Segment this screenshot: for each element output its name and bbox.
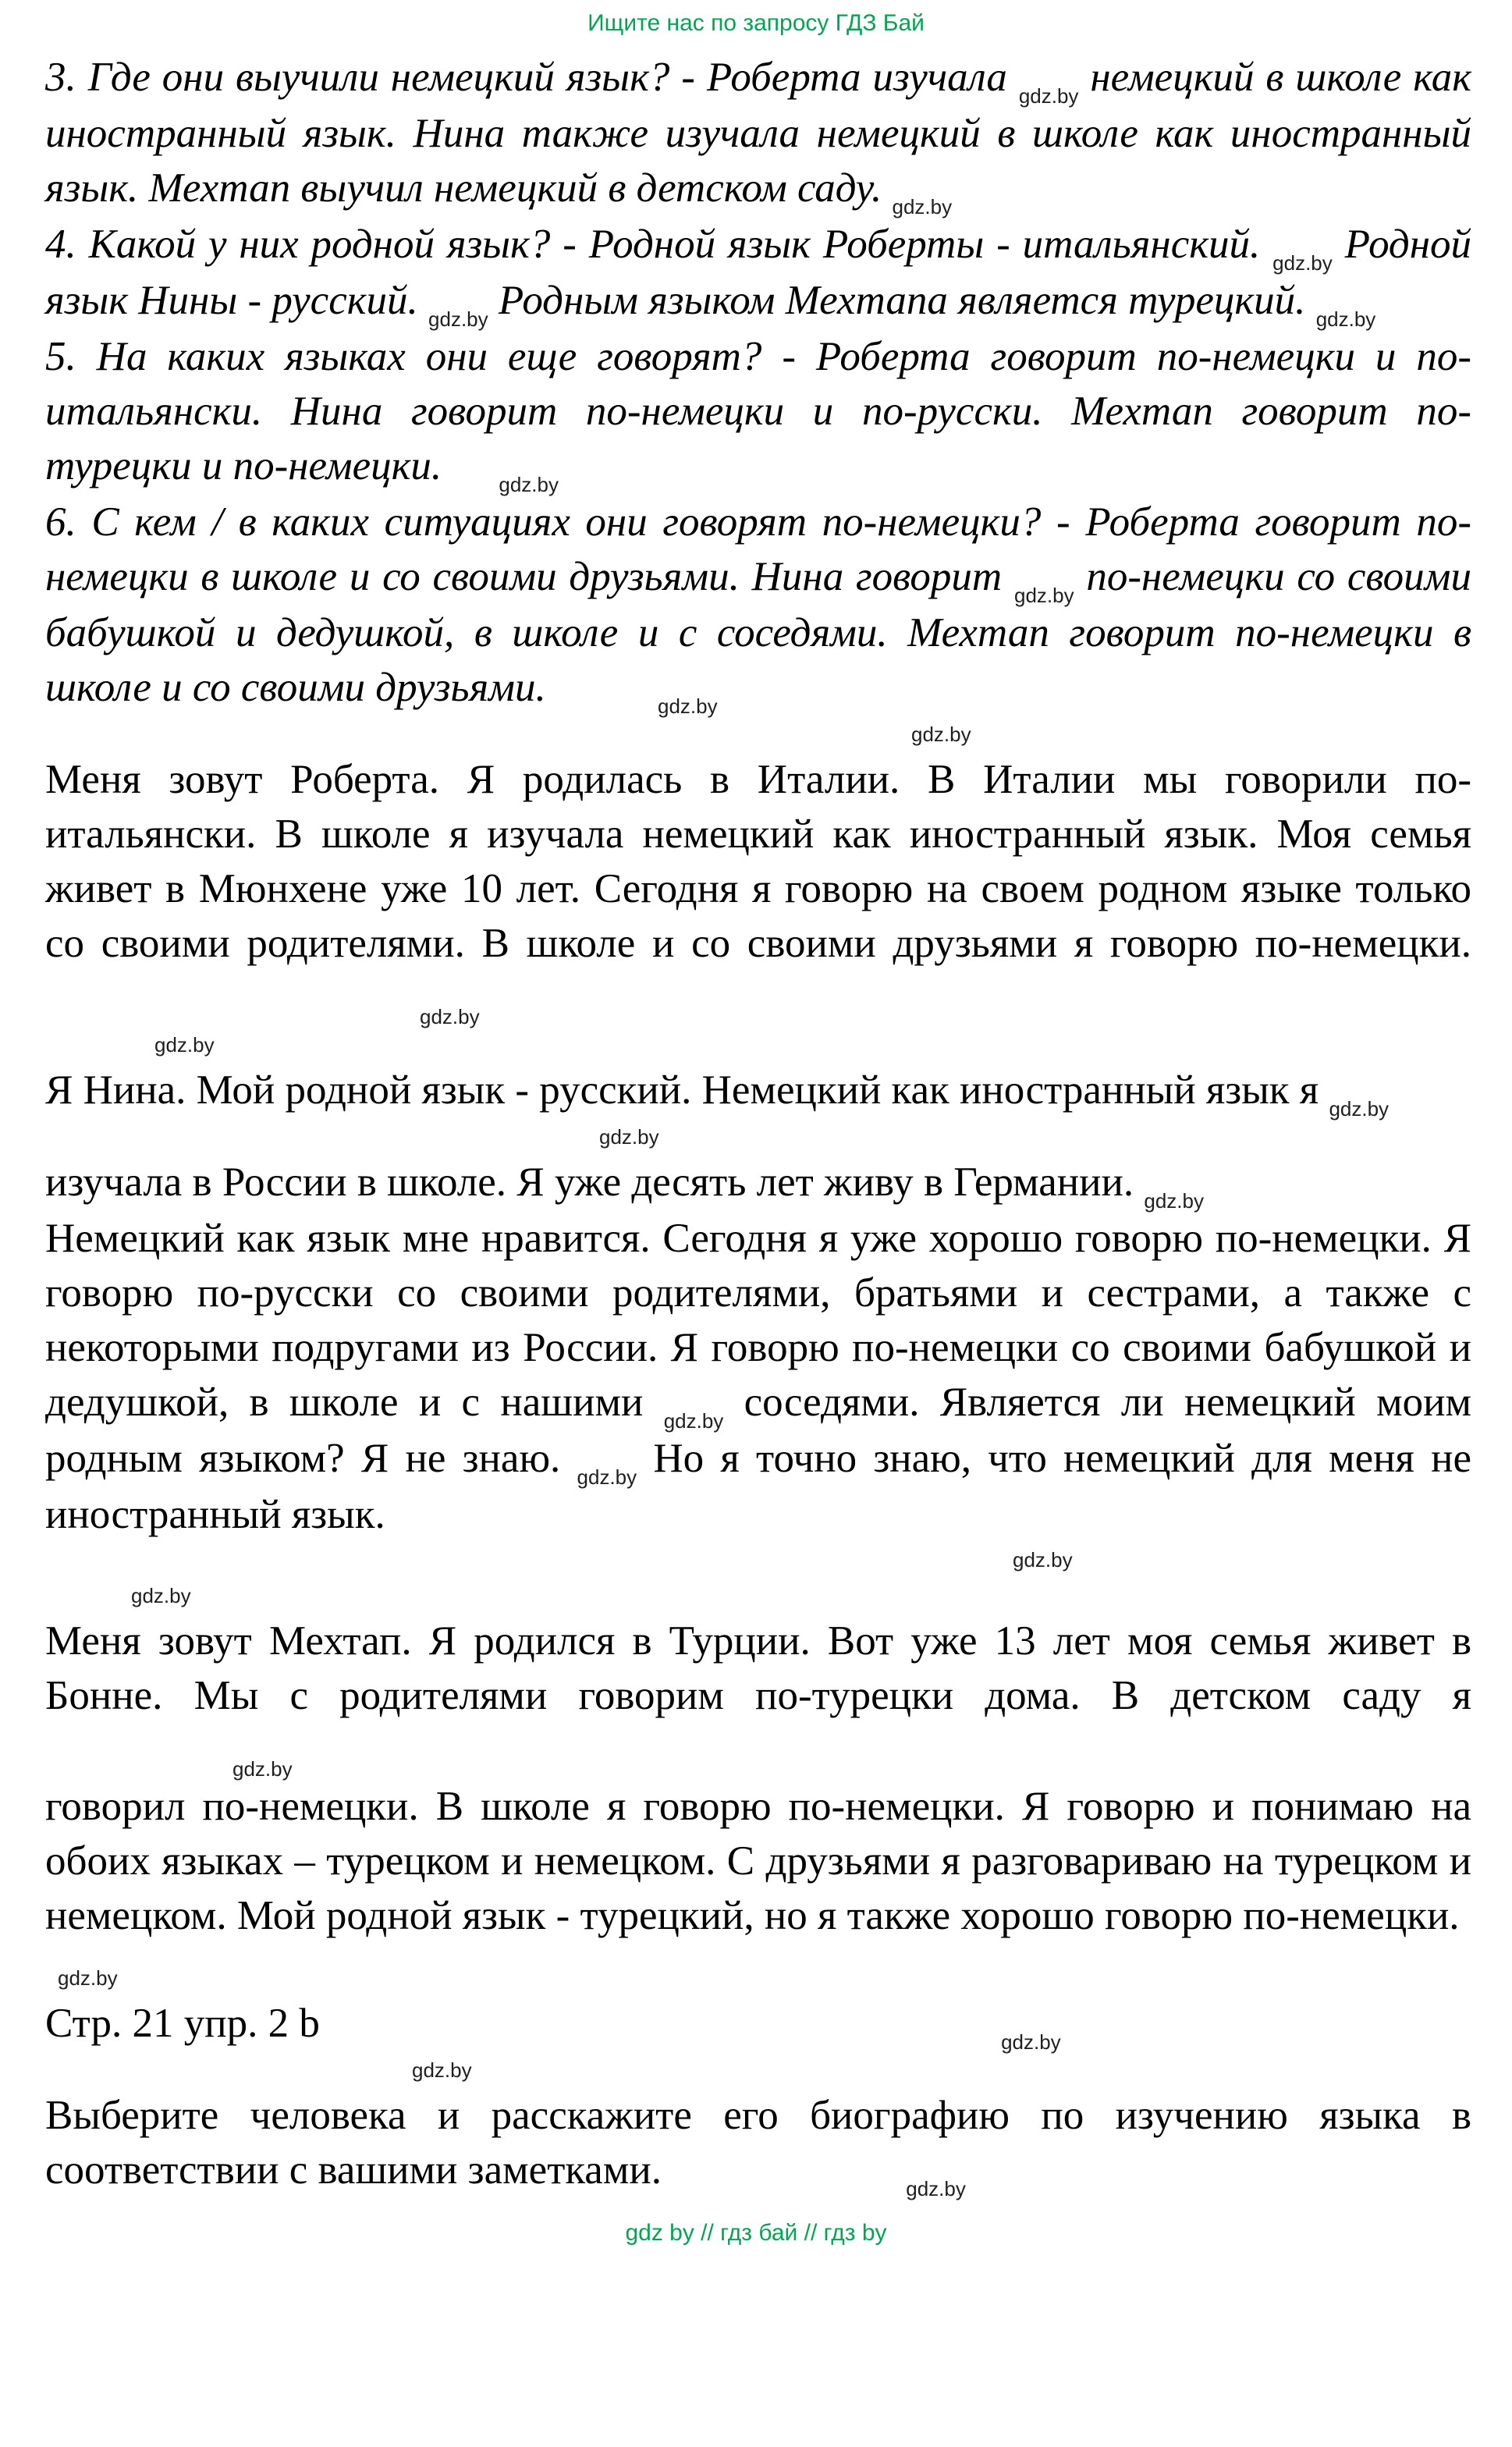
task-page-ref [45, 1996, 1471, 2052]
document-content [0, 37, 1512, 2199]
bio-nina-text-b: изучала в России в школе. Я уже десять лет живу в Германии. [45, 1160, 1134, 1205]
task-page-ref-text: Стр. 21 упр. 2 b [45, 2001, 320, 2046]
watermark-line: gdz.by [599, 1125, 659, 1149]
watermark-line: gdz.by [154, 1033, 215, 1057]
watermark-text: gdz.by [428, 307, 488, 331]
watermark-line: gdz.by [412, 2058, 472, 2082]
answer-item-5 [45, 329, 1471, 495]
watermark-text: gdz.by [657, 694, 718, 718]
bio-mehtap-text-a: Меня зовут Мехтап. Я родился в Турции. Вот уже 13 лет моя семья живет в Бонне. Мы с родителями говорим по-турецки дома. В детском саду я [45, 1618, 1471, 1718]
watermark-text: gdz.by [1315, 307, 1376, 331]
bio-mehtap-text-b: говорил по-немецки. В школе я говорю по-немецки. Я говорю и понимаю на обоих языках – турецком и немецком. С друзьями я разговариваю на турецком и немецком. Мой родной язык - турецкий, но я также хорошо говорю по-немецки. [45, 1784, 1471, 1938]
answer-3-text-b: немецкий в школе как иностранный язык. Нина также изучала немецкий в школе как иностранный язык. Мехтап выучил немецкий в детском саду. [45, 55, 1471, 211]
bio-nina-body [45, 1211, 1471, 1542]
watermark-line: gdz.by [58, 1966, 118, 1990]
watermark-text: gdz.by [906, 2177, 966, 2200]
task-instruction-text: Выберите человека и расскажите его биографию по изучению языка в соответствии с вашими заметками. [45, 2093, 1471, 2193]
bio-roberta [45, 752, 1471, 1027]
watermark-text: gdz.by [1272, 251, 1333, 275]
answer-4-text-b: Родной язык Нины - русский. [45, 222, 1472, 323]
watermark-line: gdz.by [131, 1584, 191, 1607]
answer-3-text-a: 3. Где они выучили немецкий язык? - Роберта изучала [45, 55, 1007, 100]
bio-nina-intro [45, 1063, 1471, 1119]
watermark-text: gdz.by [1013, 584, 1074, 607]
watermark-text: gdz.by [1329, 1097, 1390, 1121]
answer-item-4 [45, 217, 1471, 329]
bio-nina-line [45, 1155, 1471, 1211]
watermark-text: gdz.by [1018, 84, 1079, 108]
watermark-text: gdz.by [499, 473, 559, 496]
watermark-text: gdz.by [892, 195, 953, 218]
watermark-line: gdz.by [911, 723, 971, 746]
bio-nina-text-a: Я Нина. Мой родной язык - русский. Немецкий как иностранный язык я [45, 1067, 1319, 1113]
bio-nina-text-e: Но я точно знаю, что немецкий для меня не иностранный язык. [45, 1436, 1472, 1537]
answer-item-3 [45, 50, 1471, 217]
bio-mehtap-intro [45, 1614, 1471, 1779]
watermark-text: gdz.by [1144, 1189, 1204, 1213]
promo-footer: gdz by // гдз бай // гдз by [625, 2220, 887, 2246]
answer-4-text-c: Родным языком Мехтапа является турецкий. [498, 278, 1306, 323]
bio-nina-text-c: Немецкий как язык мне нравится. Сегодня я уже хорошо говорю по-немецки. Я говорю по-русски со своими родителями, братьями и сестрами, а также с некоторыми подругами из России. Я говорю по-немецки со своими бабушкой и дедушкой, в школе и с нашими [45, 1216, 1471, 1425]
watermark-line: gdz.by [1013, 1548, 1073, 1572]
bio-roberta-text: Меня зовут Роберта. Я родилась в Италии. В Италии мы говорили по-итальянски. В школе я изучала немецкий как иностранный язык. Моя семья живет в Мюнхене уже 10 лет. Сегодня я говорю на своем родном языке только со своими родителями. В школе и со своими друзьями я говорю по-немецки. [45, 757, 1471, 966]
answer-6-text-a: 6. С кем / в каких ситуациях они говорят по-немецки? - Роберта говорит по-немецки в школе и со своими друзьями. Нина говорит [45, 499, 1471, 599]
watermark-text: gdz.by [1001, 2030, 1061, 2054]
task-instruction [45, 2088, 1471, 2199]
answer-6-text-b: по-немецки со своими бабушкой и дедушкой, в школе и с соседями. Мехтап говорит по-немецки в школе и со своими друзьями. [45, 554, 1472, 710]
promo-header: Ищите нас по запросу ГДЗ Бай [587, 10, 925, 36]
watermark-text: gdz.by [577, 1465, 637, 1489]
bio-mehtap-body [45, 1779, 1471, 1943]
answer-4-text-a: 4. Какой у них родной язык? - Родной язык Роберты - итальянский. [45, 222, 1261, 267]
answer-5-text: 5. На каких языках они еще говорят? - Роберта говорит по-немецки и по-итальянски. Нина говорит по-немецки и по-русски. Мехтап говорит по-турецки и по-немецки. [45, 334, 1471, 488]
watermark-text: gdz.by [663, 1409, 724, 1433]
watermark-text: gdz.by [232, 1757, 293, 1781]
bio-nina-text-d: соседями. Является ли немецкий моим родным языком? Я не знаю. [45, 1380, 1472, 1481]
answer-item-6 [45, 495, 1471, 716]
watermark-text: gdz.by [420, 1005, 480, 1028]
